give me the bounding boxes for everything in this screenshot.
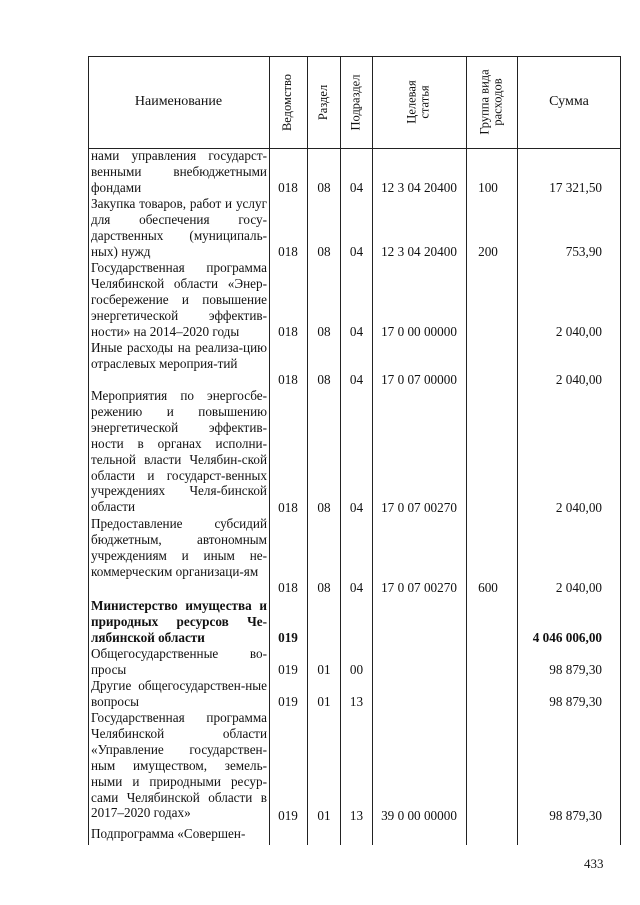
header-summa [518, 56, 620, 148]
row-summa: 4 046 006,00 [532, 630, 602, 646]
row-vedomstvo: 018 [278, 180, 298, 196]
row-summa: 2 040,00 [555, 500, 602, 516]
row-name: Государственная программа Челябинской области «Управление государствен-ным имуществом, земель-ными и природными ресур-сами Челябинской области в 2017–2020 годах» [91, 710, 267, 821]
table-row [0, 516, 640, 596]
row-celevaya: 17 0 07 00270 [381, 580, 457, 596]
row-vedomstvo: 018 [278, 580, 298, 596]
row-name: Другие общегосударствен-ные вопросы [91, 678, 267, 709]
row-summa: 98 879,30 [549, 808, 602, 824]
page-number: 433 [584, 856, 604, 871]
row-vedomstvo: 018 [278, 244, 298, 260]
row-summa: 98 879,30 [549, 662, 602, 678]
row-podrazdel: 04 [349, 244, 364, 260]
header-celevaya [372, 56, 466, 148]
row-summa: 17 321,50 [549, 180, 602, 196]
header-celevaya-label: Целевая статья [405, 80, 432, 124]
table-row [0, 598, 640, 646]
header-gruppa-label: Группа вида расходов [477, 69, 505, 135]
row-razdel: 01 [317, 662, 331, 678]
row-celevaya: 39 0 00 00000 [381, 808, 457, 824]
row-podrazdel: 13 [349, 808, 364, 824]
row-name: Подпрограмма «Совершен- [91, 826, 246, 841]
row-name: нами управления государст-венными внебюджетными фондами [91, 148, 267, 195]
row-summa: 2 040,00 [555, 580, 602, 596]
row-name: Государственная программа Челябинской области «Энер-госбережение и повышение энергетической эффектив-ности» на 2014–2020 годы [91, 260, 267, 339]
header-vedomstvo [269, 56, 307, 148]
row-gruppa: 600 [478, 580, 498, 596]
row-podrazdel: 04 [349, 324, 364, 340]
row-summa: 2 040,00 [555, 324, 602, 340]
row-podrazdel: 04 [349, 372, 364, 388]
row-razdel: 01 [317, 694, 331, 710]
row-podrazdel: 04 [349, 180, 364, 196]
row-celevaya: 12 3 04 20400 [381, 180, 457, 196]
row-razdel: 08 [317, 500, 331, 516]
table-row [0, 388, 640, 516]
row-vedomstvo: 018 [278, 324, 298, 340]
row-vedomstvo: 019 [278, 808, 298, 824]
row-celevaya: 17 0 07 00000 [381, 372, 457, 388]
row-podrazdel: 13 [349, 694, 364, 710]
row-name: Общегосударственные во-просы [91, 646, 267, 677]
table-row [0, 148, 640, 196]
row-vedomstvo: 019 [278, 694, 298, 710]
row-name: Иные расходы на реализа-цию отраслевых мероприя-тий [91, 340, 267, 371]
table-row [0, 678, 640, 710]
row-vedomstvo: 019 [278, 630, 298, 646]
header-podrazdel [340, 56, 372, 148]
row-name: Предоставление субсидий бюджетным, автономным учреждениям и иным не-коммерческим организаци-ям [91, 516, 267, 579]
table-row [0, 260, 640, 340]
table-row [0, 196, 640, 260]
row-vedomstvo: 019 [278, 662, 298, 678]
row-podrazdel: 04 [349, 500, 364, 516]
row-razdel: 01 [317, 808, 331, 824]
row-razdel: 08 [317, 244, 331, 260]
row-celevaya: 12 3 04 20400 [381, 244, 457, 260]
row-vedomstvo: 018 [278, 500, 298, 516]
header-name-label: Наименование [134, 94, 223, 109]
row-celevaya: 17 0 00 00000 [381, 324, 457, 340]
row-razdel: 08 [317, 324, 331, 340]
header-name [88, 56, 269, 148]
table-row [0, 646, 640, 678]
row-name: Закупка товаров, работ и услуг для обеспечения госу-дарственных (муниципаль-ных) нужд [91, 196, 267, 259]
header-summa-label: Сумма [549, 94, 589, 109]
row-summa: 98 879,30 [549, 694, 602, 710]
table-row [0, 340, 640, 388]
row-podrazdel: 04 [349, 580, 364, 596]
header-gruppa [466, 56, 517, 148]
table-row [0, 710, 640, 824]
header-podrazdel-label: Подраздел [348, 74, 363, 130]
row-summa: 2 040,00 [555, 372, 602, 388]
row-celevaya: 17 0 07 00270 [381, 500, 457, 516]
header-razdel-label: Раздел [316, 84, 331, 120]
row-name: Мероприятия по энергосбе-режению и повышению энергетической эффектив-ности в органах исполни-тельной власти Челябин-ской области и государст-венных учреждениях Челя-бинской области [91, 388, 267, 515]
row-summa: 753,90 [565, 244, 602, 260]
row-vedomstvo: 018 [278, 372, 298, 388]
row-razdel: 08 [317, 580, 331, 596]
table-row [0, 826, 640, 844]
header-vedomstvo-label: Ведомство [280, 73, 295, 131]
row-name: Министерство имущества и природных ресурсов Че-лябинской области [91, 598, 267, 645]
row-razdel: 08 [317, 372, 331, 388]
row-razdel: 08 [317, 180, 331, 196]
row-podrazdel: 00 [349, 662, 364, 678]
header-razdel [307, 56, 340, 148]
row-gruppa: 200 [478, 244, 498, 260]
row-gruppa: 100 [478, 180, 498, 196]
